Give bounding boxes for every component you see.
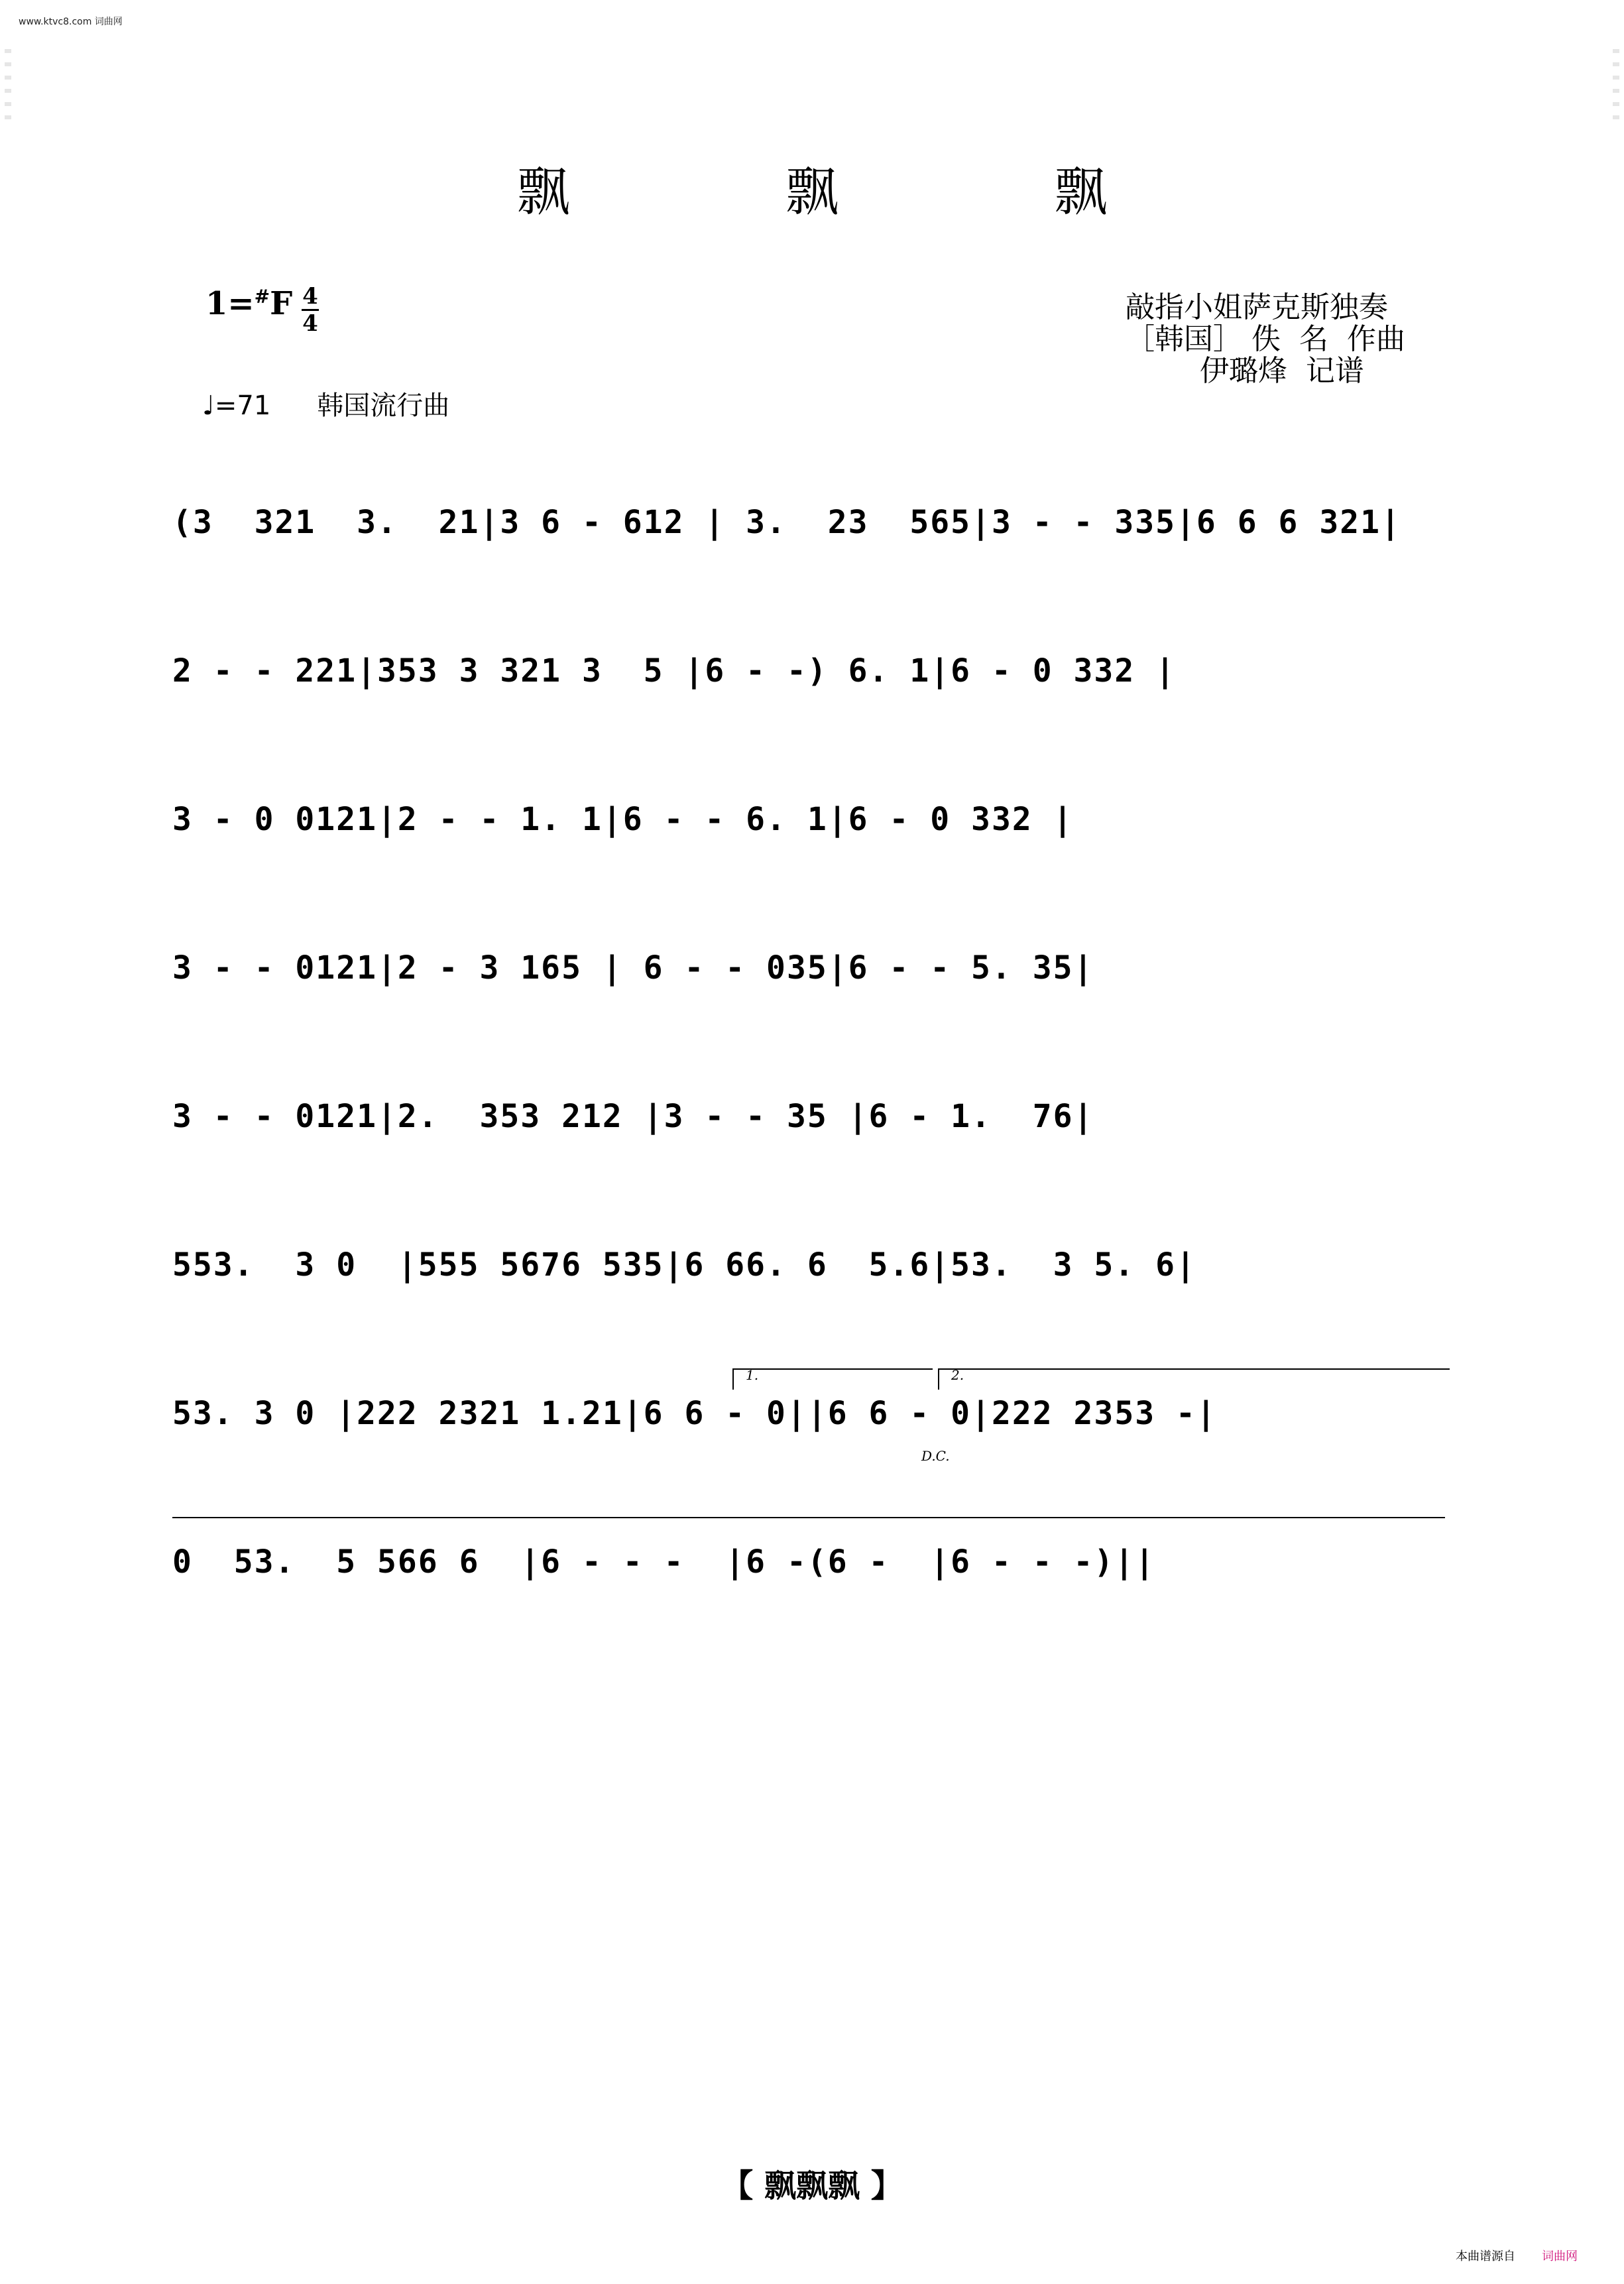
credit-line: 敲指小姐萨克斯独奏 xyxy=(1126,290,1389,324)
ending-2-label: 2. xyxy=(951,1367,964,1383)
dc-marker: D.C. xyxy=(921,1448,950,1464)
meter-bottom: 4 xyxy=(302,310,318,337)
score-line-7 xyxy=(172,1368,1458,1517)
ending-1-label: 1. xyxy=(746,1367,759,1383)
brand-label: 词曲网 xyxy=(1542,2250,1578,2263)
source-label: 本曲谱源自 xyxy=(1456,2250,1515,2263)
meter-top: 4 xyxy=(302,283,318,310)
notes: 3 - - 0121|2. 353 212 |3 - - 35 |6 - 1. 76| xyxy=(172,1098,1094,1135)
jianpu-score xyxy=(172,477,1458,1665)
score-line-2 xyxy=(172,626,1458,774)
credits-block xyxy=(1126,292,1405,387)
footer-title: 【 飘飘飘 】 xyxy=(721,2167,903,2204)
tempo-marking xyxy=(202,385,449,422)
ending-bracket-2 xyxy=(938,1368,1450,1390)
left-watermark-strip xyxy=(3,40,13,2244)
tempo-value: ♩=71 xyxy=(202,391,271,421)
notes: (3 321 3. 21|3 6 - 612 | 3. 23 565|3 - - 335|6 6 6 321| xyxy=(172,504,1401,541)
notes: 553. 3 0 |555 5676 535|6 66. 6 5.6|53. 3 5. 6| xyxy=(172,1246,1196,1284)
site-url: www.ktvc8.com 词曲网 xyxy=(19,17,123,27)
notes: 53. 3 0 |222 2321 1.21|6 6 - 0||6 6 - 0|222 2353 -| xyxy=(172,1395,1217,1432)
score-line-4 xyxy=(172,923,1458,1071)
score-line-3 xyxy=(172,774,1458,923)
key-prefix: 1= xyxy=(205,285,255,322)
ending-bracket-1 xyxy=(732,1368,933,1390)
notes: 3 - 0 0121|2 - - 1. 1|6 - - 6. 1|6 - 0 332 | xyxy=(172,801,1074,838)
score-title: 飘 飘 飘 xyxy=(516,161,1207,223)
key-signature xyxy=(205,285,292,322)
credit-line: 伊璐烽 记谱 xyxy=(1126,354,1364,388)
time-signature xyxy=(302,285,319,335)
score-line-5 xyxy=(172,1071,1458,1220)
sharp-sign: # xyxy=(254,286,270,308)
right-watermark-strip xyxy=(1611,40,1621,2244)
key-note: F xyxy=(270,285,293,322)
credit-line: ［韩国］ 佚 名 作曲 xyxy=(1126,322,1405,356)
genre-label: 韩国流行曲 xyxy=(317,391,450,421)
notes: 3 - - 0121|2 - 3 165 | 6 - - 035|6 - - 5. 35| xyxy=(172,949,1094,987)
notes: 0 53. 5 566 6 |6 - - - |6 -(6 - |6 - - -)|| xyxy=(172,1543,1156,1581)
score-line-1 xyxy=(172,477,1458,626)
score-line-8 xyxy=(172,1517,1458,1665)
notes: 2 - - 221|353 3 321 3 5 |6 - -) 6. 1|6 - 0 332 | xyxy=(172,652,1177,690)
score-line-6 xyxy=(172,1220,1458,1368)
source-credit xyxy=(1456,2247,1578,2264)
line-divider xyxy=(172,1517,1445,1518)
